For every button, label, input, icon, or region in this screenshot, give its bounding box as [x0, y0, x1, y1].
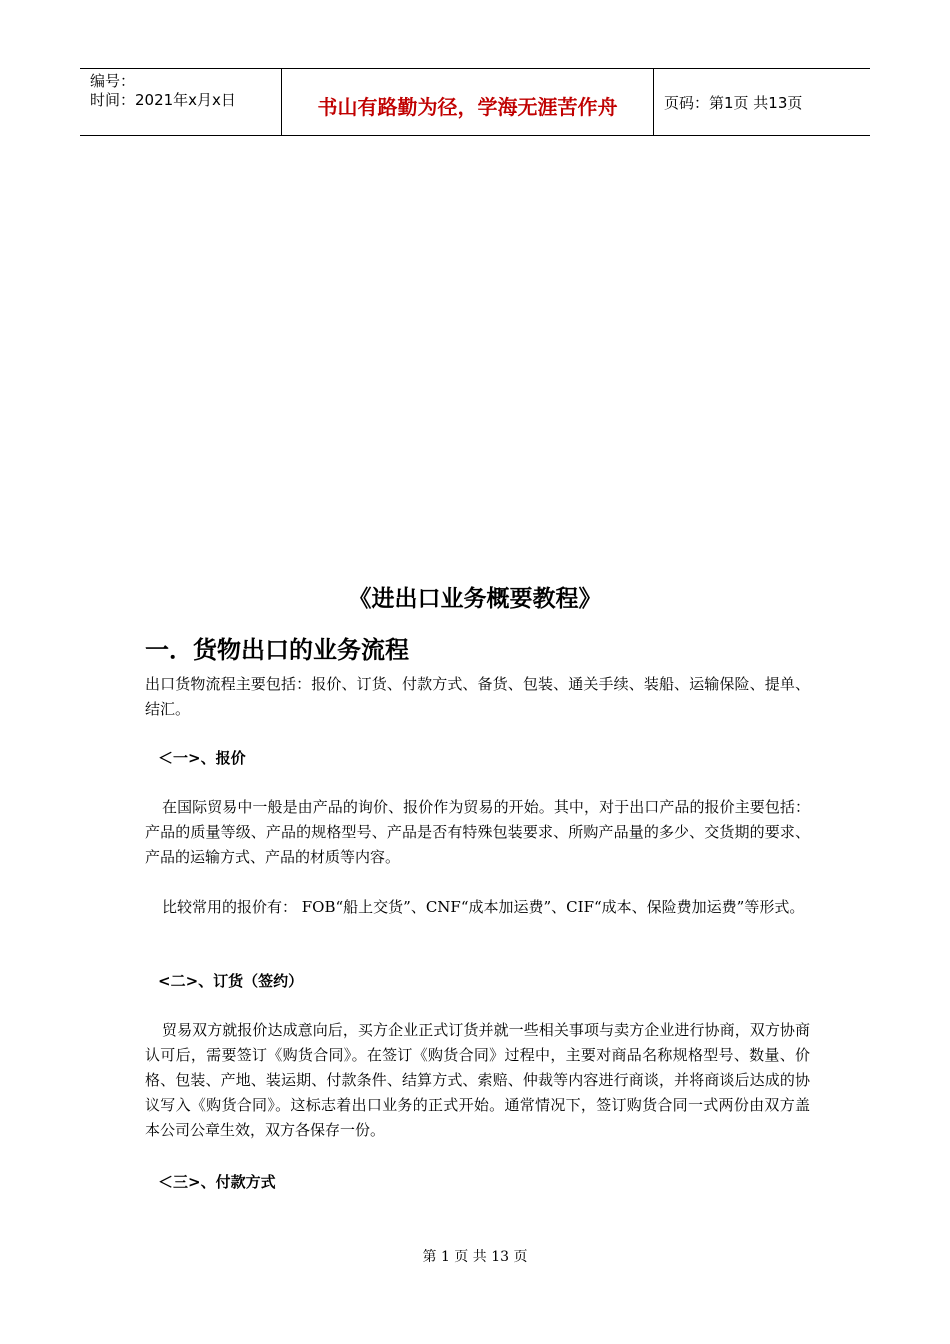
document-date: 时间：2021年x月x日: [90, 91, 236, 109]
quotation-paragraph-1: 在国际贸易中一般是由产品的询价、报价作为贸易的开始。其中，对于出口产品的报价主要包括：产品的质量等级、产品的规格型号、产品是否有特殊包装要求、所购产品量的多少、交货期的要求、产品的运输方式、产品的材质等内容。: [145, 798, 810, 866]
intro-paragraph: 出口货物流程主要包括：报价、订货、付款方式、备货、包装、通关手续、装船、运输保险、提单、结汇。: [145, 675, 810, 718]
subheading-payment: ＜三>、付款方式: [158, 1173, 276, 1191]
subheading-quotation: ＜一>、报价: [158, 749, 246, 767]
subheading-ordering: <二>、订货（签约）: [158, 972, 304, 990]
header-motto: 书山有路勤为径，学海无涯苦作舟: [282, 69, 654, 135]
ordering-paragraph: 贸易双方就报价达成意向后，买方企业正式订货并就一些相关事项与卖方企业进行协商，双方协商认可后，需要签订《购货合同》。在签订《购货合同》过程中，主要对商品名称规格型号、数量、价格、包装、产地、装运期、付款条件、结算方式、索赔、仲裁等内容进行商谈，并将商谈后达成的协议写入《购货合同》。这标志着出口业务的正式开始。通常情况下，签订购货合同一式两份由双方盖本公司公章生效，双方各保存一份。: [145, 1021, 810, 1139]
header-meta-cell: [80, 69, 282, 135]
page-footer: 第 1 页 共 13 页: [422, 1249, 528, 1265]
header-table: [80, 68, 870, 136]
header-page-info: 页码：第1页 共13页: [664, 93, 803, 112]
quotation-paragraph-2: 比较常用的报价有： FOB“船上交货”、CNF“成本加运费”、CIF“成本、保险费加运费”等形式。: [162, 898, 805, 916]
section-heading: 一．货物出口的业务流程: [145, 636, 409, 664]
document-title: 《进出口业务概要教程》: [348, 586, 602, 612]
document-number-label: 编号：: [90, 72, 136, 90]
